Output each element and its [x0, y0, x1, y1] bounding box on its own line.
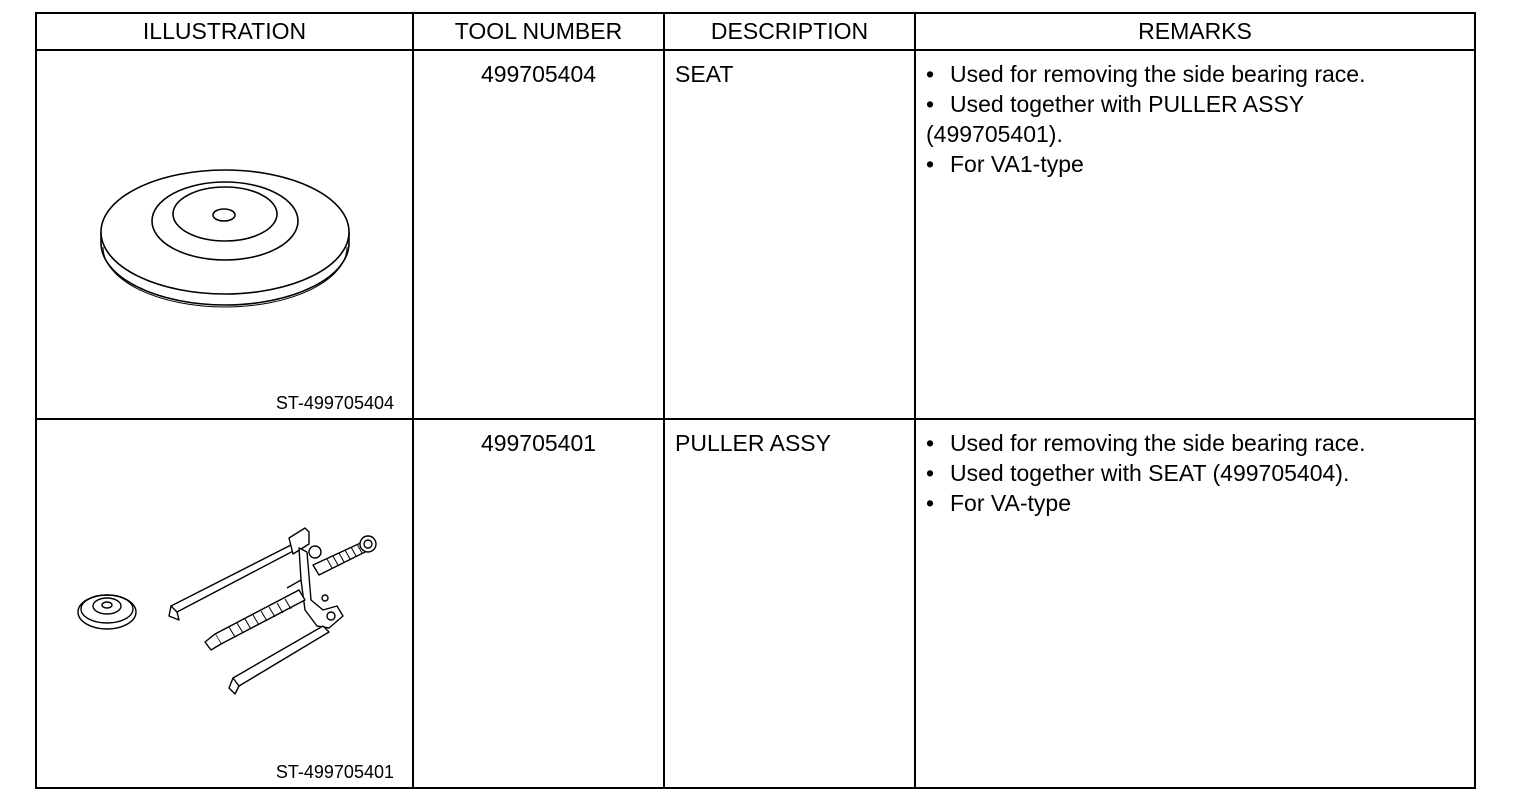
remark-item: [926, 428, 1464, 458]
remark-item: [926, 59, 1464, 89]
tool-number-cell: [413, 50, 664, 419]
remark-text: Used for removing the side bearing race.: [950, 61, 1366, 87]
tool-number: 499705404: [480, 61, 597, 87]
bullet-icon: •: [926, 151, 935, 177]
remark-text: For VA1-type: [950, 151, 1084, 177]
bullet-icon: •: [926, 490, 935, 516]
seat-disc-illustration: [37, 51, 414, 418]
remark-text: (499705401).: [926, 121, 1063, 147]
header-tool-number: TOOL NUMBER: [413, 13, 664, 50]
illustration-caption: ST-499705404: [275, 393, 394, 413]
bullet-icon: •: [926, 430, 935, 456]
tool-description: PULLER ASSY: [675, 430, 831, 456]
bullet-icon: •: [926, 61, 935, 87]
remarks-list: [916, 420, 1474, 518]
remark-item: [926, 119, 1464, 149]
illustration-cell: [36, 419, 413, 788]
table-header-row: [36, 13, 1475, 50]
remark-item: [926, 488, 1464, 518]
header-illustration: ILLUSTRATION: [36, 13, 413, 50]
remarks-cell: [915, 50, 1475, 419]
bullet-icon: •: [926, 460, 935, 486]
tool-number: 499705401: [480, 430, 597, 456]
description-cell: [664, 50, 915, 419]
header-description: DESCRIPTION: [664, 13, 915, 50]
tool-description: SEAT: [675, 61, 734, 87]
remark-text: Used together with SEAT (499705404).: [950, 460, 1350, 486]
illustration-caption: ST-499705401: [275, 762, 394, 782]
remarks-cell: [915, 419, 1475, 788]
puller-assembly-illustration: [37, 420, 414, 787]
table-row: [36, 50, 1475, 419]
illustration-cell: [36, 50, 413, 419]
table-row: [36, 419, 1475, 788]
remark-item: [926, 89, 1464, 119]
remark-text: Used for removing the side bearing race.: [950, 430, 1366, 456]
description-cell: [664, 419, 915, 788]
tool-number-cell: [413, 419, 664, 788]
remark-text: For VA-type: [950, 490, 1071, 516]
remark-item: [926, 458, 1464, 488]
bullet-icon: •: [926, 91, 935, 117]
header-remarks: REMARKS: [915, 13, 1475, 50]
remarks-list: [916, 51, 1474, 179]
remark-item: [926, 149, 1464, 179]
special-tools-table: [35, 12, 1476, 789]
remark-text: Used together with PULLER ASSY: [950, 91, 1305, 117]
